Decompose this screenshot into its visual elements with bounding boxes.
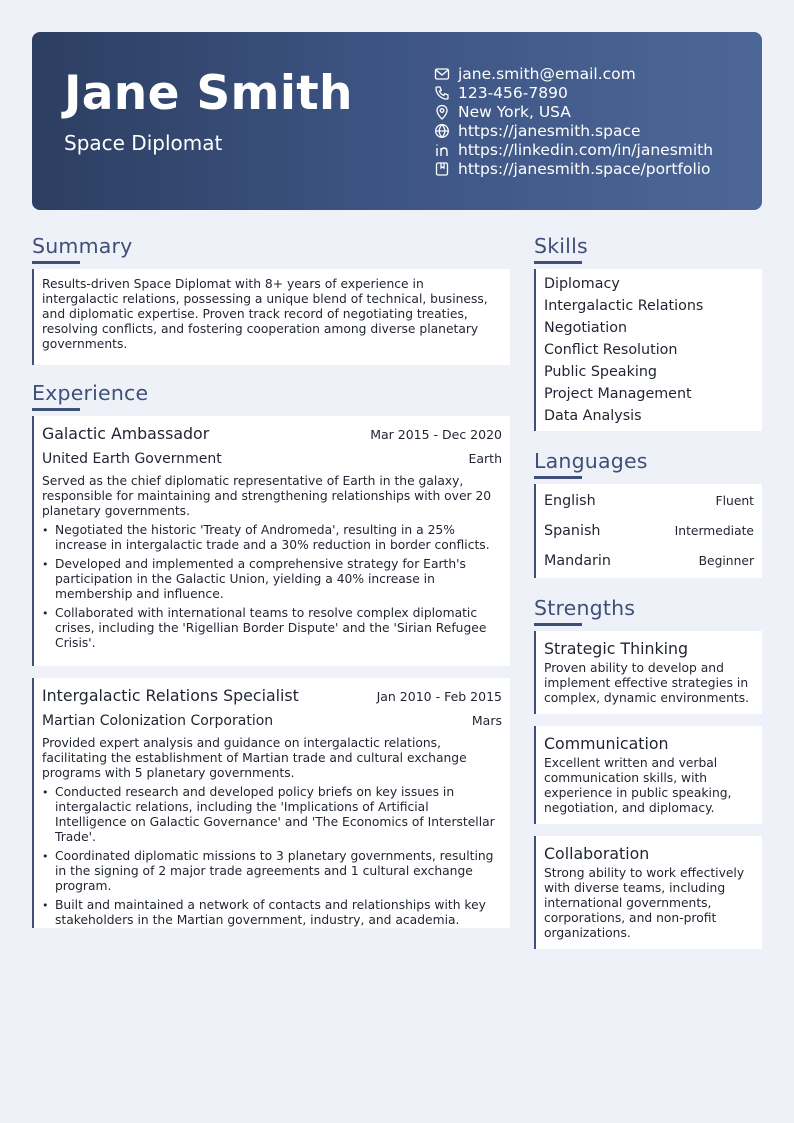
job-bullets (42, 785, 502, 928)
contact-email[interactable] (434, 64, 713, 83)
skill-item: Project Management (544, 386, 692, 402)
contact-website[interactable] (434, 121, 713, 140)
strength-text: Strong ability to work effectively with diverse teams, including international governments, corporations, and non-profit organizations. (544, 866, 745, 940)
section-underline (534, 476, 582, 479)
linkedin-icon (434, 142, 450, 158)
skill-item: Negotiation (544, 320, 628, 336)
job-title: Intergalactic Relations Specialist (42, 686, 299, 705)
strength-text: Proven ability to develop and implement effective strategies in complex, dynamic environments. (544, 661, 750, 705)
job-bullet: • Coordinated diplomatic missions to 3 planetary governments, resulting in the signing of 2 major trade agreements and 1 cultural exchange program. (42, 849, 502, 894)
skills-card (534, 269, 762, 431)
languages-card (534, 484, 762, 578)
job-description: Provided expert analysis and guidance on intergalactic relations, facilitating the establishment of Martian trade and cultural exchange programs with 5 planetary governments. (42, 736, 467, 780)
contact-email-text: jane.smith@email.com (458, 64, 636, 83)
skills-heading: Skills (534, 234, 588, 258)
contact-linkedin[interactable] (434, 140, 713, 159)
contact-linkedin-text: https://linkedin.com/in/janesmith (458, 140, 714, 159)
mail-icon (434, 66, 450, 82)
job-organization: Martian Colonization Corporation (42, 713, 274, 729)
language-row (544, 546, 754, 576)
language-level: Fluent (715, 494, 754, 508)
skill-item: Intergalactic Relations (544, 298, 704, 314)
language-row (544, 486, 754, 516)
strength-card (534, 631, 762, 714)
resume-header (32, 32, 762, 210)
section-underline (32, 408, 80, 411)
job-organization: United Earth Government (42, 451, 222, 467)
job-entry (32, 678, 510, 928)
language-row (544, 516, 754, 546)
contact-phone-text: 123-456-7890 (458, 83, 568, 102)
section-underline (534, 261, 582, 264)
summary-text: Results-driven Space Diplomat with 8+ years of experience in intergalactic relations, possessing a unique blend of technical, business, and diplomatic expertise. Proven track record of negotiating treaties, resolving conflicts, and fostering cooperation among diverse planetary governments. (42, 277, 488, 351)
section-underline (534, 623, 582, 626)
skill-item: Public Speaking (544, 364, 657, 380)
candidate-name: Jane Smith (64, 66, 353, 121)
job-bullet: • Collaborated with international teams to resolve complex diplomatic crises, including the 'Rigellian Border Dispute' and the 'Sirian Refugee Crisis'. (42, 606, 502, 651)
skill-item: Data Analysis (544, 408, 642, 424)
experience-heading: Experience (32, 381, 149, 405)
contact-portfolio-text: https://janesmith.space/portfolio (458, 159, 711, 178)
summary-heading: Summary (32, 234, 133, 258)
job-bullet: • Conducted research and developed policy briefs on key issues in intergalactic relations, including the 'Implications of Artificial Intelligence on Galactic Governance' and 'The Economics of Interstellar Trade'. (42, 785, 502, 845)
strengths-heading: Strengths (534, 596, 636, 620)
job-dates: Jan 2010 - Feb 2015 (376, 689, 502, 704)
job-location: Earth (468, 451, 502, 466)
language-level: Beginner (698, 554, 754, 568)
phone-icon (434, 85, 450, 101)
strength-title: Strategic Thinking (544, 639, 689, 658)
contact-list (434, 64, 713, 178)
skill-item: Diplomacy (544, 276, 620, 292)
job-dates: Mar 2015 - Dec 2020 (370, 427, 502, 442)
job-bullet: • Built and maintained a network of contacts and relationships with key stakeholders in the Martian government, industry, and academia. (42, 898, 502, 928)
contact-website-text: https://janesmith.space (458, 121, 641, 140)
languages-heading: Languages (534, 449, 648, 473)
globe-icon (434, 123, 450, 139)
summary-card (32, 269, 510, 365)
skill-item: Conflict Resolution (544, 342, 678, 358)
language-name: Mandarin (544, 553, 611, 569)
strength-card (534, 836, 762, 949)
contact-location-text: New York, USA (458, 102, 571, 121)
job-bullet: • Negotiated the historic 'Treaty of Andromeda', resulting in a 25% increase in intergalactic trade and a 30% reduction in border conflicts. (42, 523, 502, 553)
location-pin-icon (434, 104, 450, 120)
job-title: Galactic Ambassador (42, 424, 210, 443)
main-column (32, 232, 510, 928)
side-column (534, 232, 762, 961)
job-description: Served as the chief diplomatic representative of Earth in the galaxy, responsible for maintaining and strengthening relationships with over 20 planetary governments. (42, 474, 492, 518)
language-name: Spanish (544, 523, 601, 539)
contact-location (434, 102, 713, 121)
strength-text: Excellent written and verbal communication skills, with experience in public speaking, negotiation, and diplomacy. (544, 756, 732, 815)
language-name: English (544, 493, 596, 509)
candidate-title: Space Diplomat (64, 131, 223, 155)
strength-card (534, 726, 762, 824)
contact-phone[interactable] (434, 83, 713, 102)
strength-title: Collaboration (544, 844, 650, 863)
job-bullets (42, 523, 502, 651)
portfolio-icon (434, 161, 450, 177)
job-entry (32, 416, 510, 666)
section-underline (32, 261, 80, 264)
job-bullet: • Developed and implemented a comprehensive strategy for Earth's participation in the Galactic Union, yielding a 40% increase in membership and influence. (42, 557, 502, 602)
job-location: Mars (471, 713, 502, 728)
language-level: Intermediate (674, 524, 754, 538)
contact-portfolio[interactable] (434, 159, 713, 178)
strength-title: Communication (544, 734, 669, 753)
